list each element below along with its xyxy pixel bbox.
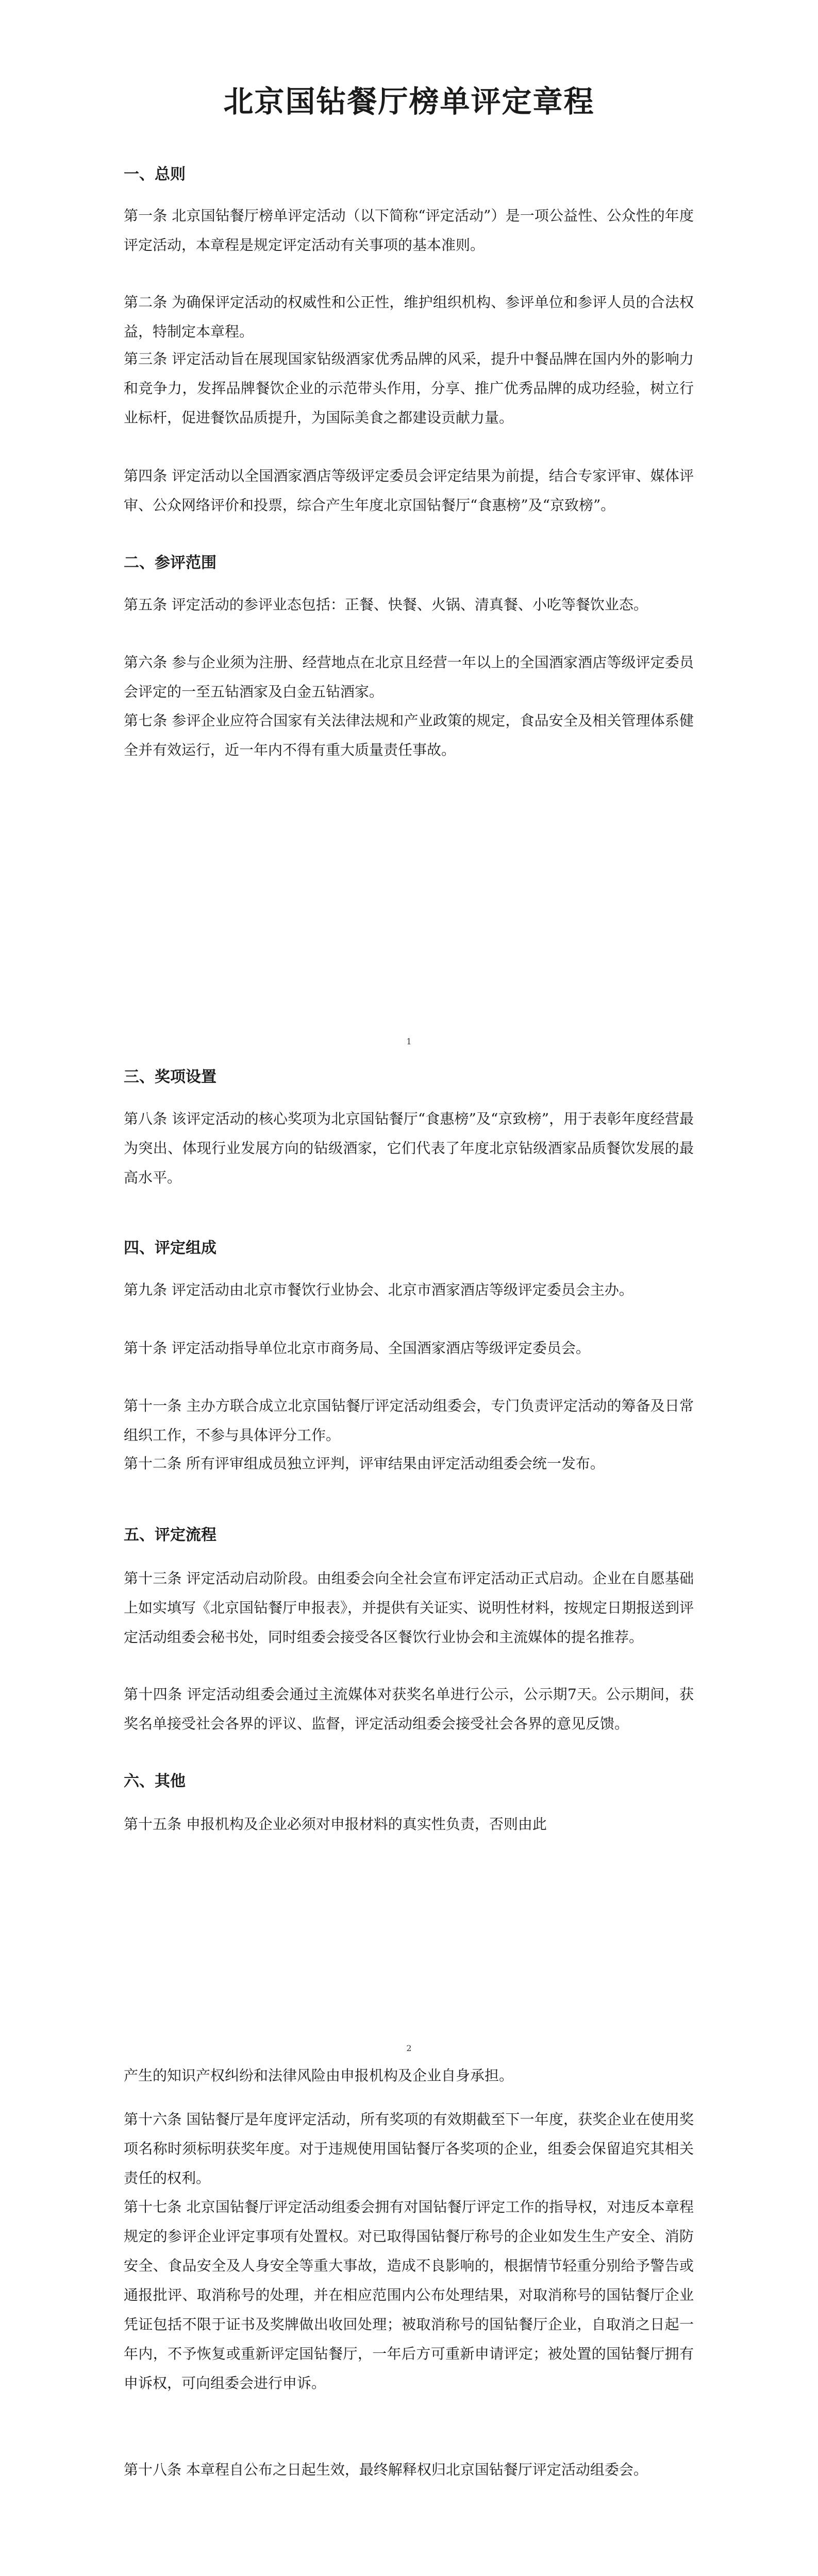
article-6: 第六条 参与企业须为注册、经营地点在北京且经营一年以上的全国酒家酒店等级评定委员会评定的一至五钻酒家及白金五钻酒家。	[124, 654, 694, 700]
section-heading-general: 一、总则	[124, 165, 186, 183]
article-5: 第五条 评定活动的参评业态包括：正餐、快餐、火锅、清真餐、小吃等餐饮业态。	[124, 596, 648, 613]
article-12: 第十二条 所有评审组成员独立评判，评审结果由评定活动组委会统一发布。	[124, 1455, 605, 1472]
section-heading-scope: 二、参评范围	[124, 554, 216, 572]
article-8: 第八条 该评定活动的核心奖项为北京国钻餐厅“食惠榜”及“京致榜”，用于表彰年度经营最为突出、体现行业发展方向的钻级酒家，它们代表了年度北京钻级酒家品质餐饮发展的最高水平。	[124, 1110, 694, 1186]
article-2: 第二条 为确保评定活动的权威性和公正性，维护组织机构、参评单位和参评人员的合法权益，特制定本章程。	[124, 294, 694, 340]
section-heading-organization: 四、评定组成	[124, 1239, 216, 1257]
article-9: 第九条 评定活动由北京市餐饮行业协会、北京市酒家酒店等级评定委员会主办。	[124, 1281, 633, 1298]
section-heading-process: 五、评定流程	[124, 1526, 216, 1544]
article-10: 第十条 评定活动指导单位北京市商务局、全国酒家酒店等级评定委员会。	[124, 1340, 590, 1357]
article-15: 第十五条 申报机构及企业必须对申报材料的真实性负责，否则由此	[124, 1816, 547, 1833]
section-heading-other: 六、其他	[124, 1772, 186, 1790]
article-1: 第一条 北京国钻餐厅榜单评定活动（以下简称“评定活动”）是一项公益性、公众性的年度评定活动，本章程是规定评定活动有关事项的基本准则。	[124, 207, 694, 253]
page-number: 2	[406, 2043, 412, 2053]
page-number: 1	[406, 1037, 412, 1046]
article-15-continued: 产生的知识产权纠纷和法律风险由申报机构及企业自身承担。	[124, 2067, 514, 2084]
article-4: 第四条 评定活动以全国酒家酒店等级评定委员会评定结果为前提，结合专家评审、媒体评审、公众网络评价和投票，综合产生年度北京国钻餐厅“食惠榜”及“京致榜”。	[124, 467, 694, 514]
article-17: 第十七条 北京国钻餐厅评定活动组委会拥有对国钻餐厅评定工作的指导权，对违反本章程规定的参评企业评定事项有处置权。对已取得国钻餐厅称号的企业如发生生产安全、消防安全、食品安全及人身安全等重大事故，造成不良影响的，根据情节轻重分别给予警告或通报批评、取消称号的处理，并在相应范围内公布处理结果，对取消称号的国钻餐厅企业凭证包括不限于证书及奖牌做出收回处理；被取消称号的国钻餐厅企业，自取消之日起一年内，不予恢复或重新评定国钻餐厅，一年后方可重新申请评定；被处置的国钻餐厅拥有申诉权，可向组委会进行申诉。	[124, 2198, 694, 2392]
article-7: 第七条 参评企业应符合国家有关法律法规和产业政策的规定，食品安全及相关管理体系健全并有效运行，近一年内不得有重大质量责任事故。	[124, 712, 694, 758]
article-14: 第十四条 评定活动组委会通过主流媒体对获奖名单进行公示，公示期7天。公示期间，获奖名单接受社会各界的评议、监督，评定活动组委会接受社会各界的意见反馈。	[124, 1686, 694, 1732]
article-13: 第十三条 评定活动启动阶段。由组委会向全社会宣布评定活动正式启动。企业在自愿基础上如实填写《北京国钻餐厅申报表》，并提供有关证实、说明性材料，按规定日期报送到评定活动组委会秘书处，同时组委会接受各区餐饮行业协会和主流媒体的提名推荐。	[124, 1570, 694, 1646]
document-title: 北京国钻餐厅榜单评定章程	[223, 84, 595, 119]
article-16: 第十六条 国钻餐厅是年度评定活动，所有奖项的有效期截至下一年度，获奖企业在使用奖项名称时须标明获奖年度。对于违规使用国钻餐厅各奖项的企业，组委会保留追究其相关责任的权利。	[124, 2111, 694, 2187]
article-3: 第三条 评定活动旨在展现国家钻级酒家优秀品牌的风采，提升中餐品牌在国内外的影响力和竞争力，发挥品牌餐饮企业的示范带头作用，分享、推广优秀品牌的成功经验，树立行业标杆，促进餐饮品质提升，为国际美食之都建设贡献力量。	[124, 350, 694, 426]
section-heading-awards: 三、奖项设置	[124, 1068, 216, 1086]
article-11: 第十一条 主办方联合成立北京国钻餐厅评定活动组委会，专门负责评定活动的筹备及日常组织工作，不参与具体评分工作。	[124, 1397, 694, 1444]
article-18: 第十八条 本章程自公布之日起生效，最终解释权归北京国钻餐厅评定活动组委会。	[124, 2461, 648, 2478]
